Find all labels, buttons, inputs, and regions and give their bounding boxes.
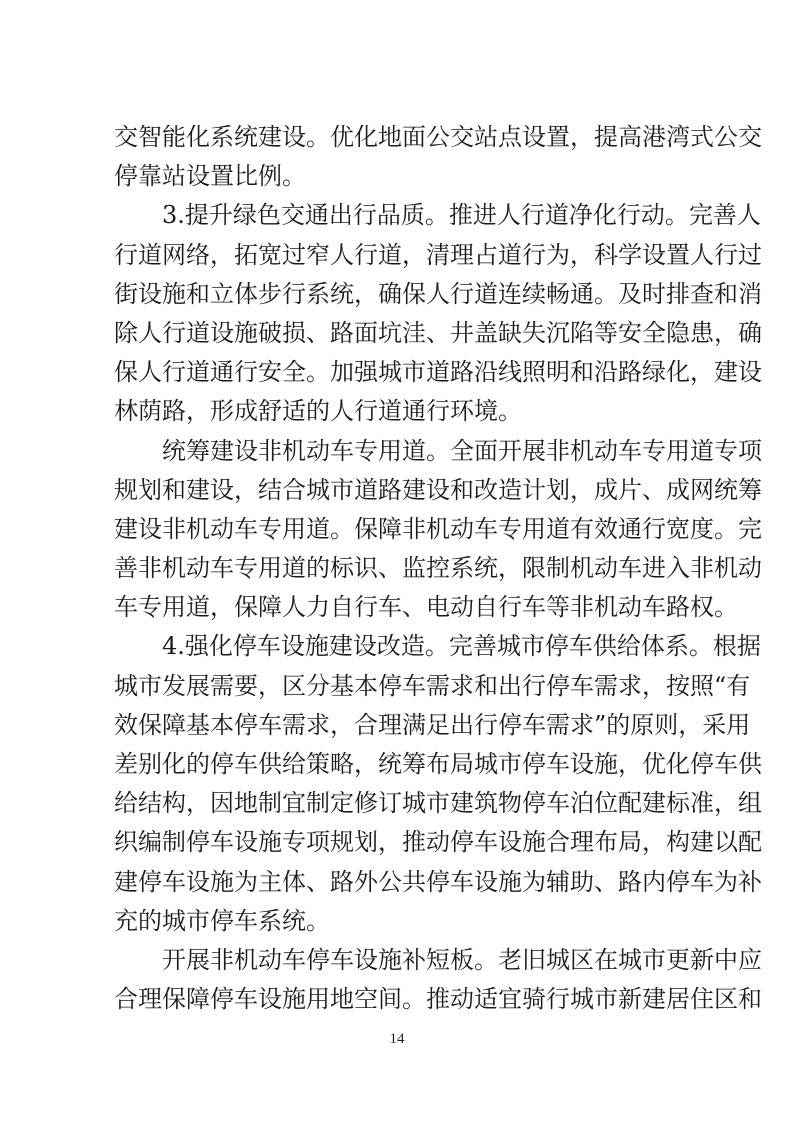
text-line: 车专用道，保障人力自行车、电动自行车等非机动车路权。: [114, 593, 738, 622]
text-line: 效保障基本停车需求，合理满足出行停车需求”的原则，采用: [114, 710, 751, 739]
text-line: 街设施和立体步行系统，确保人行道连续畅通。及时排查和消: [114, 279, 762, 308]
text-line: 建设非机动车专用道。保障非机动车专用道有效通行宽度。完: [114, 514, 762, 543]
text-line: 保人行道通行安全。加强城市道路沿线照明和沿路绿化，建设: [114, 358, 762, 387]
page-number: 14: [389, 1031, 405, 1047]
text-line: 停靠站设置比例。: [114, 162, 306, 191]
text-line: 给结构，因地制宜制定修订城市建筑物停车泊位配建标准，组: [114, 789, 762, 818]
text-line: 规划和建设，结合城市道路建设和改造计划，成片、成网统筹: [114, 475, 762, 504]
text-line: 统筹建设非机动车专用道。全面开展非机动车专用道专项: [114, 436, 762, 465]
text-line: 城市发展需要，区分基本停车需求和出行停车需求，按照“有: [114, 671, 751, 700]
text-line: 织编制停车设施专项规划，推动停车设施合理布局，构建以配: [114, 828, 762, 857]
text-line: 除人行道设施破损、路面坑洼、井盖缺失沉陷等安全隐患，确: [114, 318, 762, 347]
text-line: 3.提升绿色交通出行品质。推进人行道净化行动。完善人: [114, 201, 761, 230]
text-line: 交智能化系统建设。优化地面公交站点设置，提高港湾式公交: [114, 123, 762, 151]
text-line: 差别化的停车供给策略，统筹布局城市停车设施，优化停车供: [114, 750, 762, 778]
text-line: 4.强化停车设施建设改造。完善城市停车供给体系。根据: [114, 632, 761, 661]
text-line: 开展非机动车停车设施补短板。老旧城区在城市更新中应: [114, 945, 762, 974]
text-line: 林荫路，形成舒适的人行道通行环境。: [114, 397, 522, 426]
text-line: 善非机动车专用道的标识、监控系统，限制机动车进入非机动: [114, 554, 762, 583]
text-line: 合理保障停车设施用地空间。推动适宜骑行城市新建居住区和: [114, 985, 762, 1014]
text-line: 建停车设施为主体、路外公共停车设施为辅助、路内停车为补: [114, 867, 762, 896]
body-text: [114, 118, 762, 1019]
text-line: 充的城市停车系统。: [114, 906, 330, 935]
text-line: 行道网络，拓宽过窄人行道，清理占道行为，科学设置人行过: [114, 240, 762, 269]
